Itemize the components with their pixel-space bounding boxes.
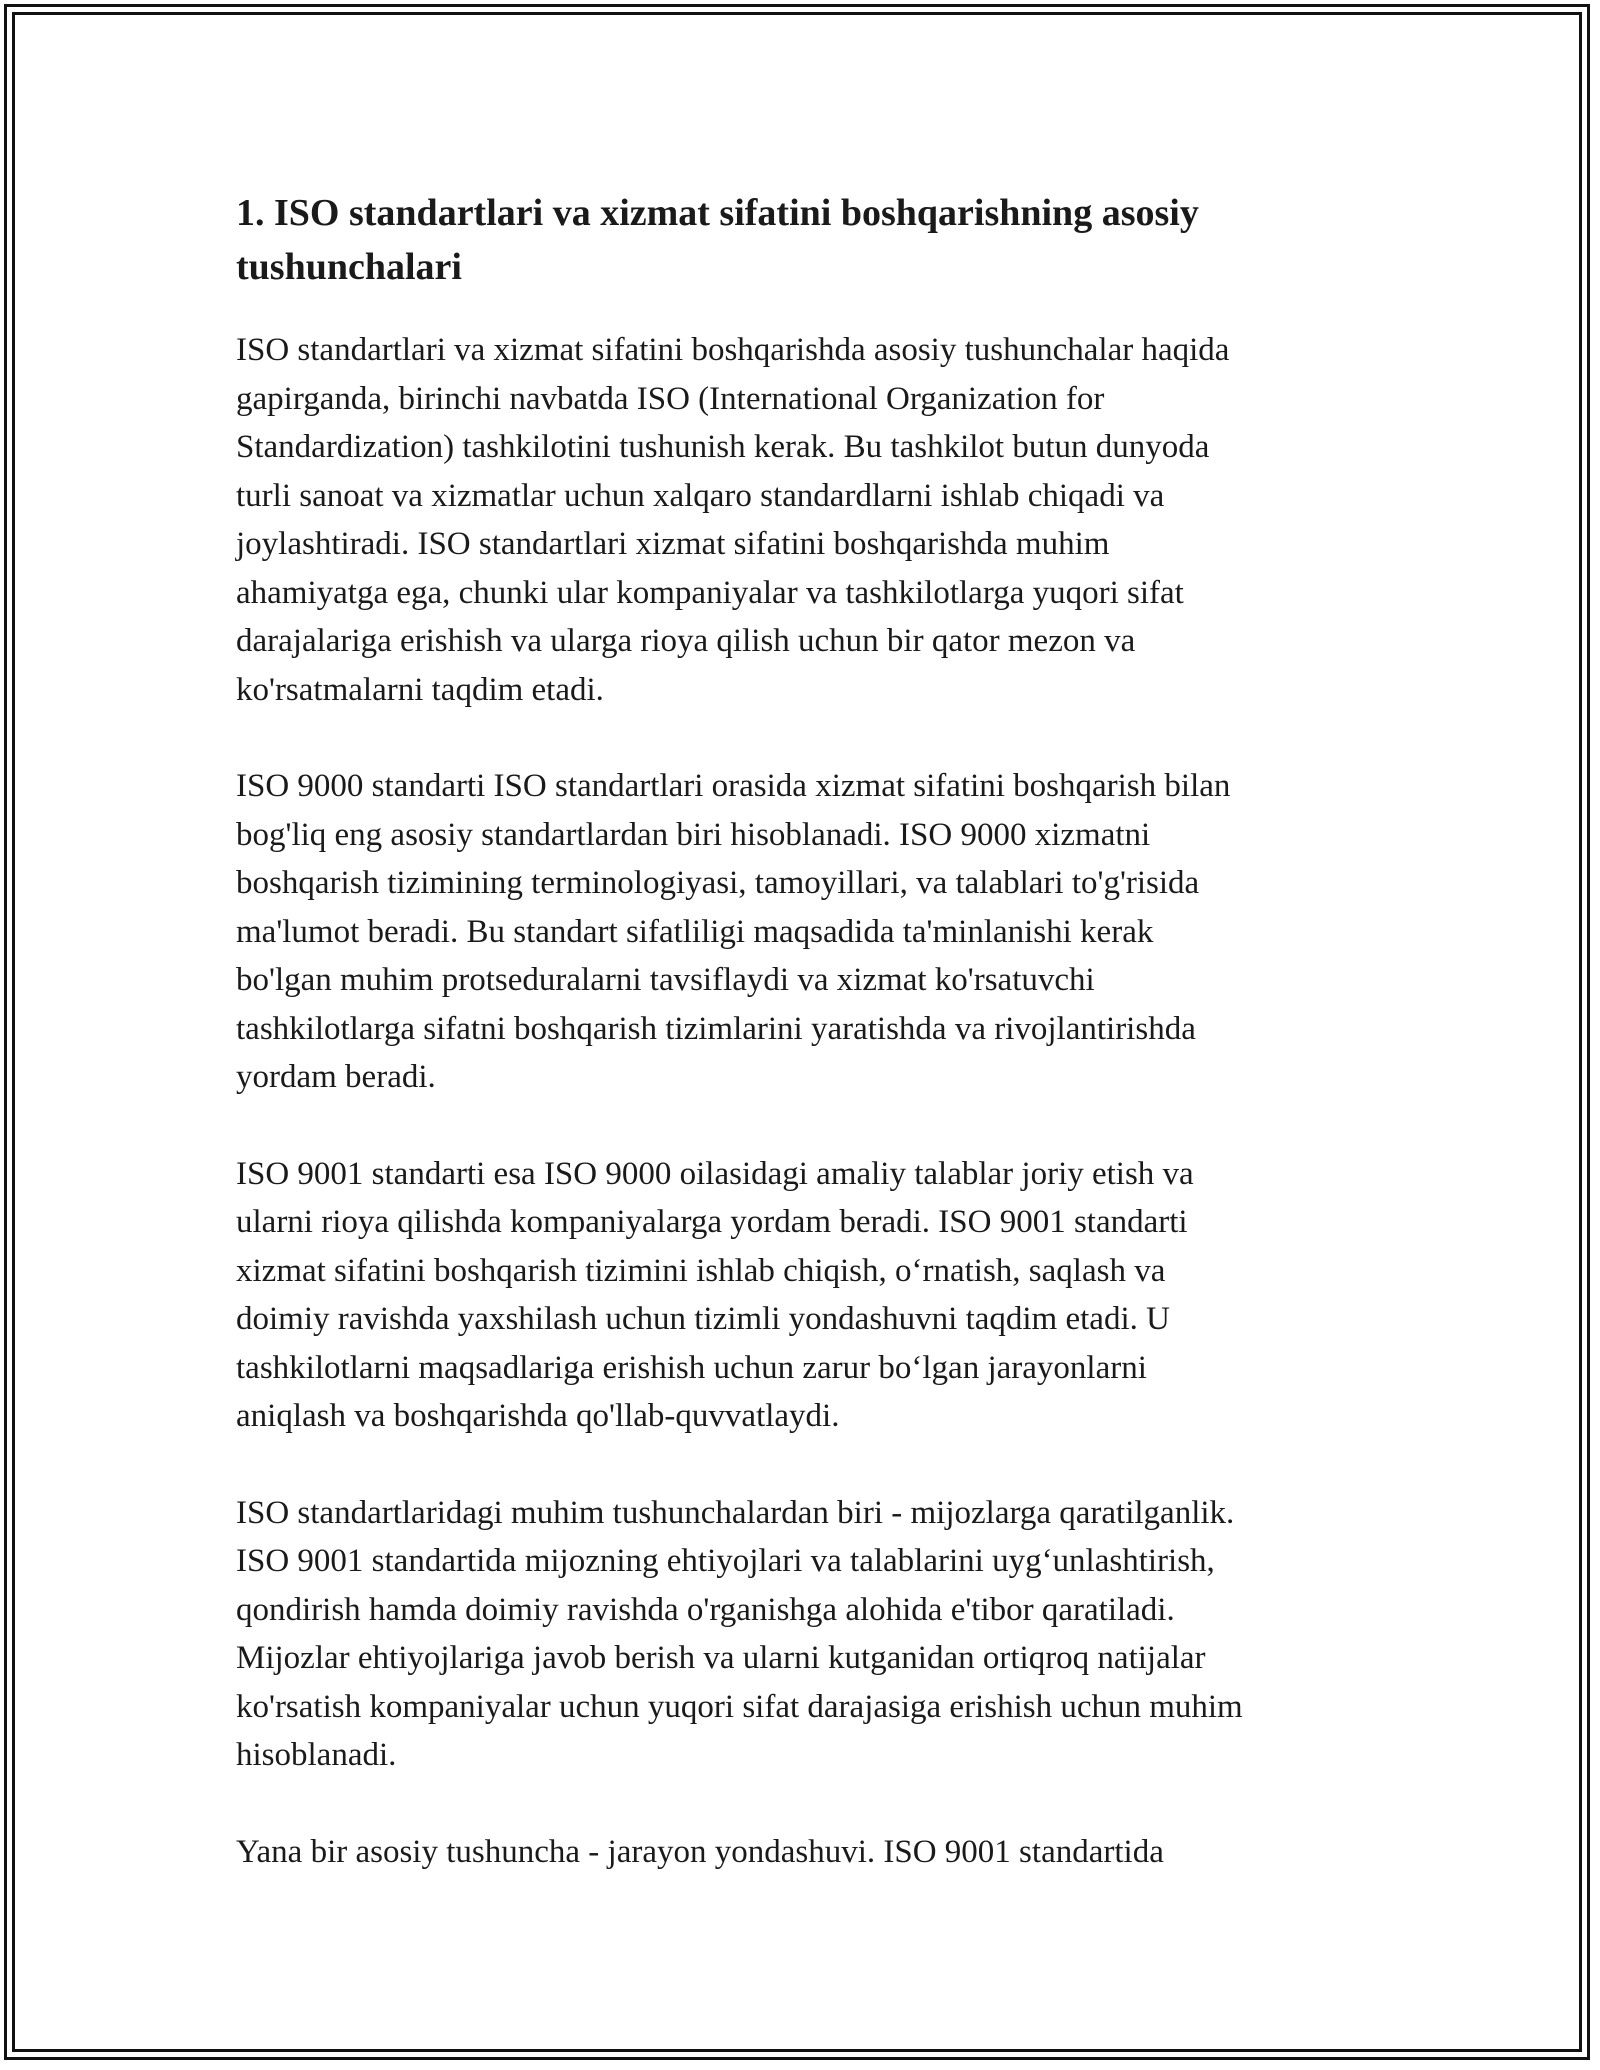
paragraph-iso-9001: ISO 9001 standarti esa ISO 9000 oilasidagi amaliy talablar joriy etish va ularni rioya qilishda kompaniyalarga yordam beradi. ISO 9001 standarti xizmat sifatini boshqarish tizimini ishlab chiqish, o‘rnatish, saqlash va doimiy ravishda yaxshilash uchun tizimli yondashuvni taqdim etadi. U tashkilotlarni maqsadlariga erishish uchun zarur bo‘lgan jarayonlarni aniqlash va boshqarishda qo'llab-quvvatlaydi. xyxy=(236,1155,1194,1434)
paragraph-customer-focus: ISO standartlaridagi muhim tushunchalardan biri - mijozlarga qaratilganlik. ISO 9001 standartida mijozning ehtiyojlari va talablarini uyg‘unlashtirish, qondirish hamda doimiy ravishda o'rganishga alohida e'tibor qaratiladi. Mijozlar ehtiyojlariga javob berish va ularni kutganidan ortiqroq natijalar ko'rsatish kompaniyalar uchun yuqori sifat darajasiga erishish uchun muhim hisoblanadi. xyxy=(236,1494,1243,1773)
paragraph-iso-overview: ISO standartlari va xizmat sifatini boshqarishda asosiy tushunchalar haqida gapirganda, birinchi navbatda ISO (International Organization for Standardization) tashkilotini tushunish kerak. Bu tashkilot butun dunyoda turli sanoat va xizmatlar uchun xalqaro standardlarni ishlab chiqadi va joylashtiradi. ISO standartlari xizmat sifatini boshqarishda muhim ahamiyatga ega, chunki ular kompaniyalar va tashkilotlarga yuqori sifat darajalariga erishish va ularga rioya qilish uchun bir qator mezon va ko'rsatmalarni taqdim etadi. xyxy=(236,332,1230,708)
document-body xyxy=(236,186,1366,1924)
paragraph-process-approach: Yana bir asosiy tushuncha - jarayon yondashuvi. ISO 9001 standartida xyxy=(236,1833,1164,1870)
section-heading: 1. ISO standartlari va xizmat sifatini boshqarishning asosiy tushunchalari xyxy=(236,192,1199,288)
paragraph-iso-9000: ISO 9000 standarti ISO standartlari orasida xizmat sifatini boshqarish bilan bog'liq eng asosiy standartlardan biri hisoblanadi. ISO 9000 xizmatni boshqarish tizimining terminologiyasi, tamoyillari, va talablari to'g'risida ma'lumot beradi. Bu standart sifatliligi maqsadida ta'minlanishi kerak bo'lgan muhim protseduralarni tavsiflaydi va xizmat ko'rsatuvchi tashkilotlarga sifatni boshqarish tizimlarini yaratishda va rivojlantirishda yordam beradi. xyxy=(236,768,1231,1095)
